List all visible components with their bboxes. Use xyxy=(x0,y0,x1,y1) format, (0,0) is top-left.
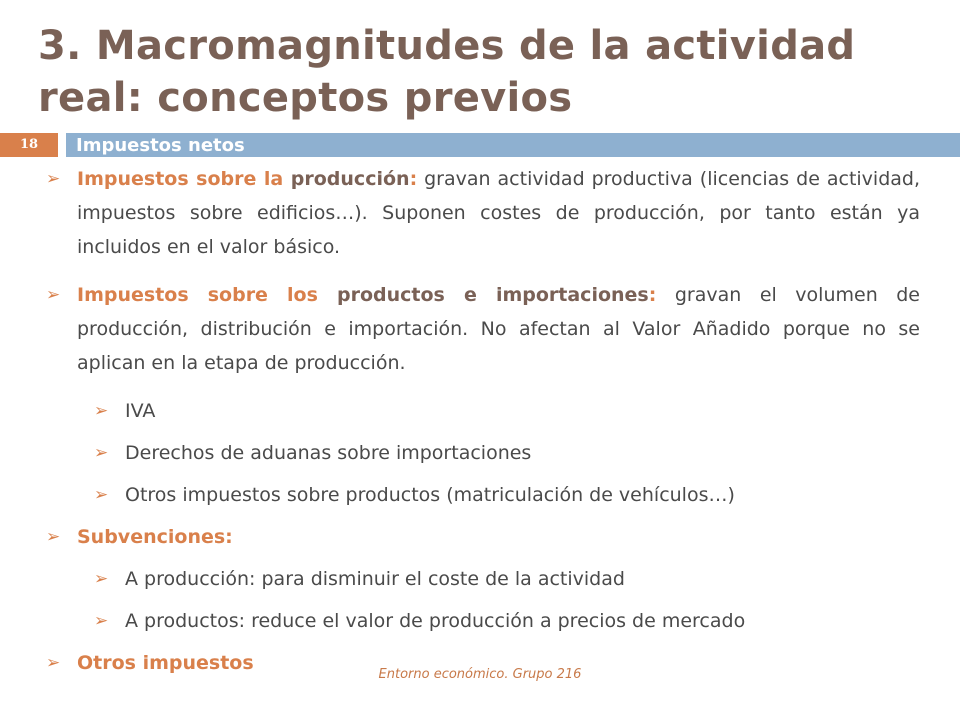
arrow-bullet-icon: ➢ xyxy=(94,569,109,589)
sub-bullet-produccion xyxy=(46,562,920,596)
sub-bullet-text: Otros impuestos sobre productos (matriculación de vehículos…) xyxy=(125,484,735,506)
bullet-term-emphasis: productos e importaciones xyxy=(317,284,649,306)
sub-bullet-productos xyxy=(46,604,920,638)
arrow-bullet-icon: ➢ xyxy=(94,443,109,463)
arrow-bullet-icon: ➢ xyxy=(94,485,109,505)
bullet-list xyxy=(46,162,920,688)
bullet-description: gravan actividad productiva (licencias de actividad, impuestos sobre edificios…). Suponen costes de producción, por tanto están ya incluidos en el valor básico. xyxy=(77,168,921,258)
bullet-term: Subvenciones: xyxy=(77,526,233,548)
bullet-term-emphasis: producción xyxy=(283,168,410,190)
footer-text: Entorno económico. Grupo 216 xyxy=(378,667,582,682)
sub-bullet-text: A productos: reduce el valor de producción a precios de mercado xyxy=(125,610,746,632)
sub-bullet-text: A producción: para disminuir el coste de la actividad xyxy=(125,568,625,590)
slide-title: 3. Macromagnitudes de la actividad real: conceptos previos xyxy=(38,23,856,121)
sub-bullet-iva xyxy=(46,394,920,428)
slide-number: 18 xyxy=(0,133,58,157)
bullet-term: Impuestos sobre los xyxy=(77,284,318,306)
bullet-impuestos-produccion xyxy=(46,162,920,264)
arrow-bullet-icon: ➢ xyxy=(94,401,109,421)
sub-bullet-text: Derechos de aduanas sobre importaciones xyxy=(125,442,532,464)
bullet-colon: : xyxy=(648,284,657,306)
arrow-bullet-icon: ➢ xyxy=(94,611,109,631)
arrow-bullet-icon: ➢ xyxy=(46,653,61,673)
arrow-bullet-icon: ➢ xyxy=(46,169,61,189)
bullet-subvenciones xyxy=(46,520,920,554)
bullet-impuestos-productos xyxy=(46,278,920,380)
arrow-bullet-icon: ➢ xyxy=(46,285,61,305)
bullet-term: Impuestos sobre la xyxy=(77,168,284,190)
bullet-description: gravan el volumen de producción, distribución e importación. No afectan al Valor Añadido porque no se aplican en la etapa de producción. xyxy=(77,284,920,374)
bullet-term: Otros impuestos xyxy=(77,652,254,674)
sub-bullet-text: IVA xyxy=(125,400,156,422)
bullet-colon: : xyxy=(409,168,418,190)
sub-bullet-aduanas xyxy=(46,436,920,470)
sub-bullet-otros-productos xyxy=(46,478,920,512)
section-header: Impuestos netos xyxy=(66,133,960,157)
arrow-bullet-icon: ➢ xyxy=(46,527,61,547)
